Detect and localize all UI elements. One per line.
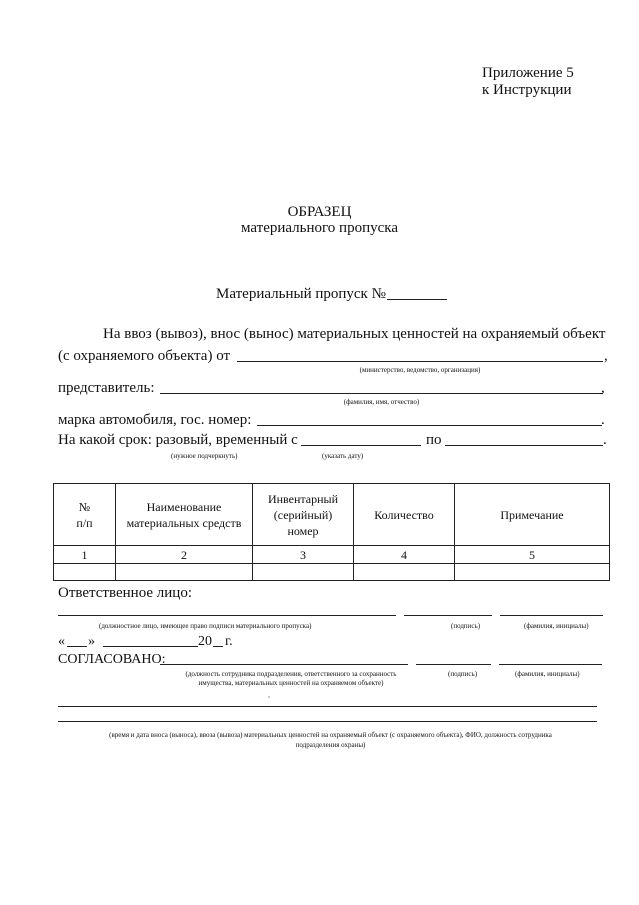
header-inventory-line-3: номер: [287, 523, 319, 538]
table-cell[interactable]: [54, 564, 116, 581]
table-cell[interactable]: [354, 564, 455, 581]
responsible-signature-hint: (подпись): [451, 622, 481, 630]
col-number-2: 2: [116, 546, 253, 564]
header-number: [54, 484, 116, 546]
date-month-line[interactable]: [103, 646, 198, 647]
approved-name-line[interactable]: [499, 664, 602, 665]
from-organization-line[interactable]: [237, 361, 603, 362]
table-column-number-row: [54, 546, 610, 564]
scan-speck: [268, 696, 270, 698]
responsible-label: Ответственное лицо:: [58, 585, 192, 601]
responsible-position-line[interactable]: [58, 615, 396, 616]
col-number-4: 4: [354, 546, 455, 564]
approved-name-hint: (фамилия, инициалы): [515, 670, 580, 678]
table-row[interactable]: [54, 564, 610, 581]
responsible-position-hint: (должностное лицо, имеющее право подписи материального пропуска): [99, 622, 312, 630]
representative-comma: ,: [601, 380, 605, 396]
col-number-1: 1: [54, 546, 116, 564]
date-year-prefix: 20: [198, 634, 212, 649]
header-number-line-2: п/п: [76, 515, 93, 530]
term-to-date-line[interactable]: [445, 445, 603, 446]
pass-number-line[interactable]: [387, 299, 447, 300]
approved-label: СОГЛАСОВАНО:: [58, 652, 166, 667]
date-close-quote: »: [88, 634, 95, 649]
header-name: [116, 484, 253, 546]
header-quantity: Количество: [354, 484, 455, 546]
term-period: .: [603, 432, 607, 448]
approved-signature-line[interactable]: [416, 664, 491, 665]
security-hint-2: подразделения охраны): [295, 741, 366, 749]
table-header-row: [54, 484, 610, 546]
table-cell[interactable]: [253, 564, 354, 581]
representative-line[interactable]: [160, 393, 603, 394]
from-hint: (министерство, ведомство, организация): [359, 366, 481, 374]
representative-label: представитель:: [58, 380, 155, 396]
materials-table: [53, 483, 610, 581]
security-record-line-2[interactable]: [58, 721, 597, 722]
term-label: На какой срок: разовый, временный с: [58, 432, 298, 448]
header-number-line-1: №: [78, 499, 91, 514]
representative-hint: (фамилия, имя, отчество): [343, 398, 420, 406]
security-hint-1: (время и дата вноса (выноса), ввоза (вывоза) материальных ценностей на охраняемый объект (с охраняемого объекта), ФИО, должность сотрудника: [109, 731, 552, 739]
security-record-line-1[interactable]: [58, 706, 597, 707]
from-label: (с охраняемого объекта) от: [58, 348, 231, 364]
header-inventory-line-1: Инвентарный: [267, 491, 339, 506]
header-inventory-line-2: (серийный): [273, 507, 333, 522]
header-name-line-1: Наименование: [146, 499, 222, 514]
header-name-line-2: материальных средств: [126, 515, 242, 530]
document-subtitle: материального пропуска: [240, 220, 398, 236]
header-note: Примечание: [455, 484, 610, 546]
approved-position-line[interactable]: [160, 664, 408, 665]
date-year-suffix: г.: [225, 634, 233, 649]
date-hint: (указать дату): [322, 452, 364, 460]
col-number-3: 3: [253, 546, 354, 564]
car-period: .: [601, 412, 605, 428]
approved-signature-hint: (подпись): [448, 670, 478, 678]
date-day-line[interactable]: [67, 646, 87, 647]
col-number-5: 5: [455, 546, 610, 564]
header-inventory: [253, 484, 354, 546]
car-label: марка автомобиля, гос. номер:: [58, 412, 252, 428]
underline-hint: (нужное подчеркнуть): [171, 452, 238, 460]
term-to-label: по: [426, 432, 442, 448]
table-cell[interactable]: [455, 564, 610, 581]
document-title: ОБРАЗЕЦ: [287, 204, 352, 220]
approved-position-hint-2: имущества, материальных ценностей на охраняемом объекте): [198, 679, 384, 687]
term-from-date-line[interactable]: [301, 445, 421, 446]
car-number-line[interactable]: [257, 425, 602, 426]
appendix-line-1: Приложение 5: [482, 65, 574, 81]
date-open-quote: «: [58, 634, 65, 649]
appendix-line-2: к Инструкции: [482, 82, 572, 98]
table-cell[interactable]: [116, 564, 253, 581]
date-year-line[interactable]: [213, 646, 223, 647]
responsible-name-line[interactable]: [500, 615, 603, 616]
from-comma: ,: [604, 348, 608, 364]
intro-line-1: На ввоз (вывоз), внос (вынос) материальных ценностей на охраняемый объект: [103, 326, 606, 342]
pass-number-label: Материальный пропуск №: [216, 286, 386, 302]
responsible-name-hint: (фамилия, инициалы): [524, 622, 589, 630]
approved-position-hint-1: (должность сотрудника подразделения, ответственного за сохранность: [185, 670, 397, 678]
responsible-signature-line[interactable]: [404, 615, 492, 616]
